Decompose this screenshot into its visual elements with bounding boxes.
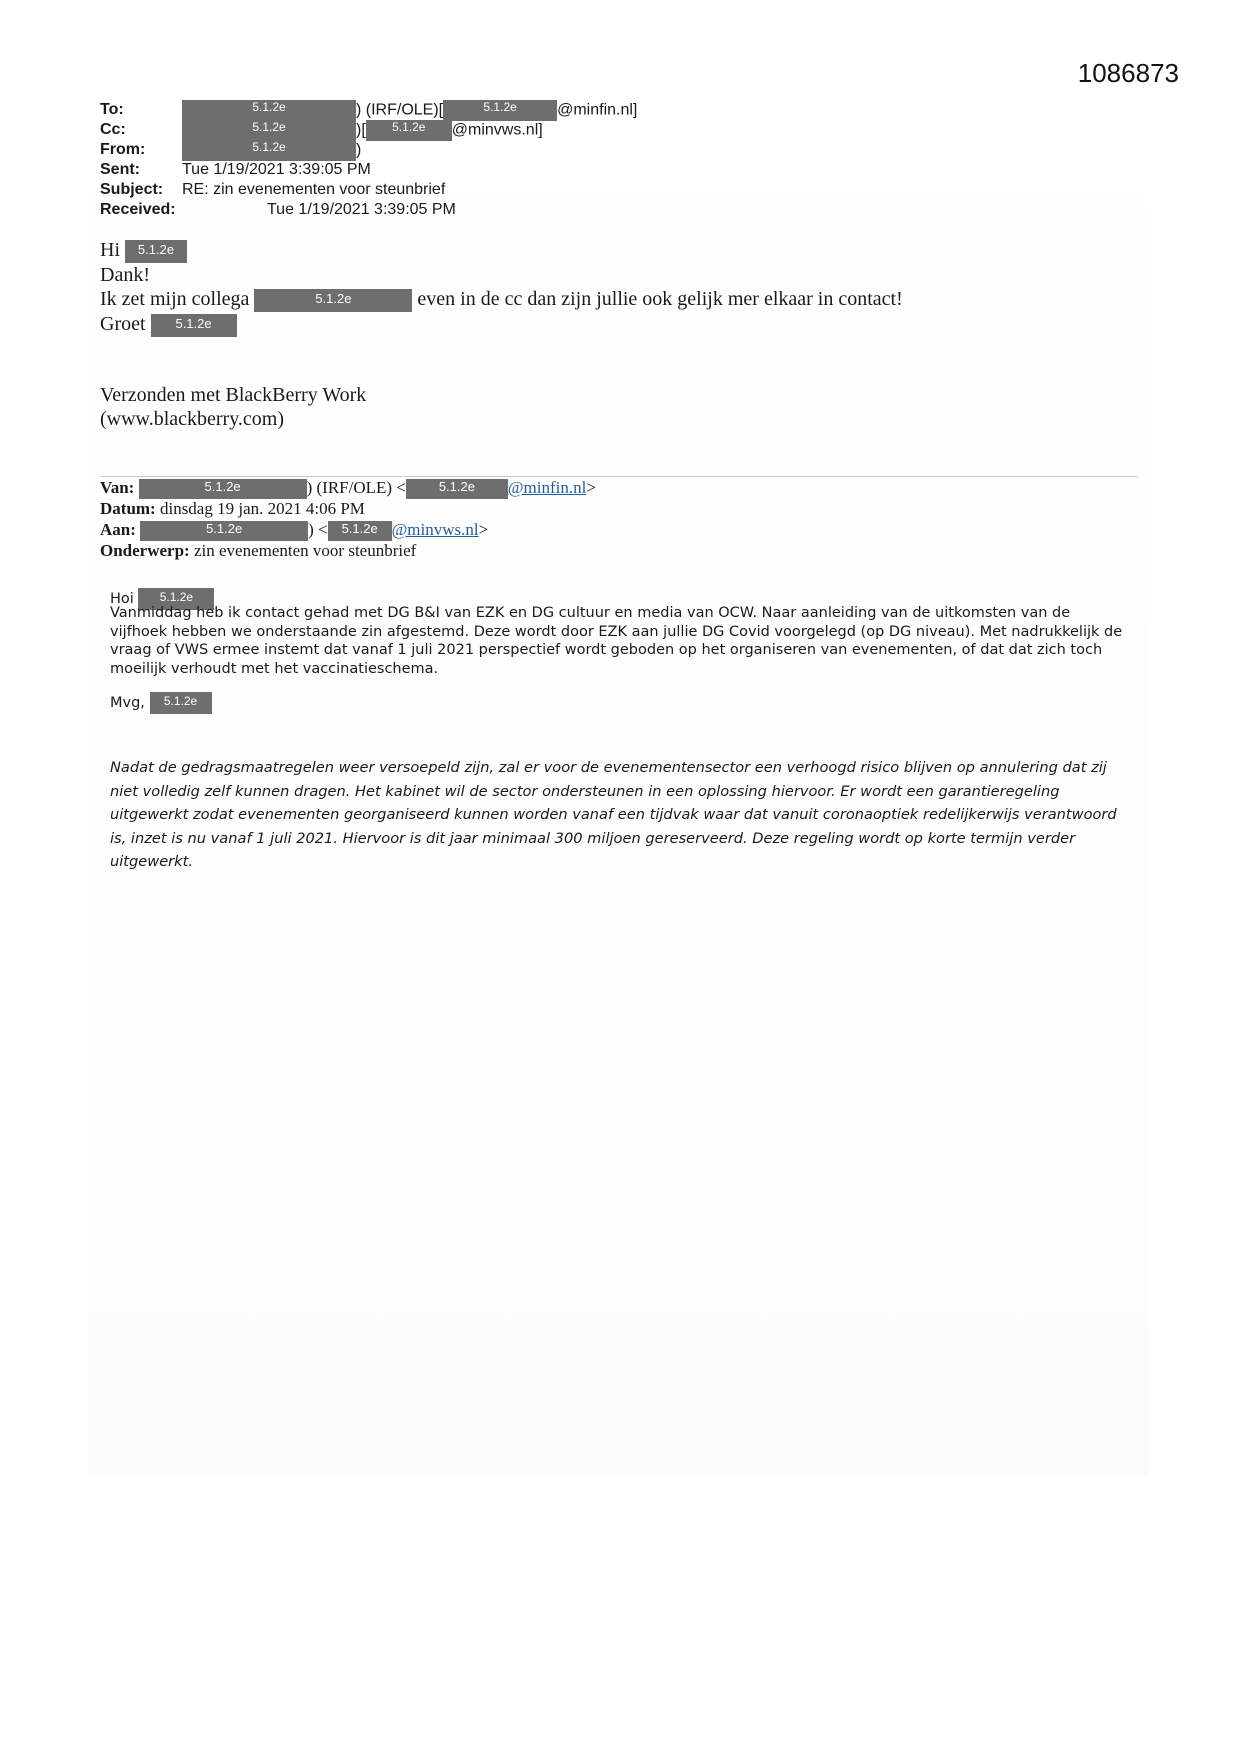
redaction-box: 5.1.2e [366, 120, 452, 141]
signature-link: (www.blackberry.com) [100, 408, 284, 430]
redaction-box: 5.1.2e [151, 314, 237, 337]
van-mid: ) (IRF/OLE) < [306, 478, 406, 497]
datum-label: Datum: [100, 499, 156, 519]
divider [100, 476, 1138, 477]
document-number: 1086873 [1077, 58, 1179, 88]
redaction-box: 5.1.2e [254, 289, 412, 312]
reply-message [100, 238, 903, 337]
received-value: Tue 1/19/2021 3:39:05 PM [267, 201, 456, 218]
redaction-box: 5.1.2e [125, 240, 187, 263]
quoted-sentence: Nadat de gedragsmaatregelen weer versoepeld zijn, zal er voor de evenementensector een verhoogd risico blijven op annulering dat zij niet volledig zelf kunnen dragen. Het kabinet wil de sector ondersteunen in een oplossing hiervoor. Er wordt een garantieregeling uitgewerkt zodat evenementen georganiseerd kunnen worden vanaf een tijdvak waar dat vanuit coronaoptiek redelijkerwijs verantwoord is, inzet is nu vanaf 1 juli 2021. Hiervoor is dit jaar minimaal 300 miljoen gereserveerd. Deze regeling wordt op korte termijn verder uitgewerkt. [110, 759, 1117, 870]
redaction-box: 5.1.2e [328, 521, 392, 541]
redaction-box: 5.1.2e [182, 100, 356, 121]
from-suffix: ) [356, 141, 362, 159]
subject-label: Subject: [100, 181, 164, 198]
cc-text: even in de cc dan zijn jullie ook gelijk mer elkaar in contact! [417, 287, 903, 310]
redaction-box: 5.1.2e [139, 479, 307, 499]
redaction-box: 5.1.2e [443, 100, 557, 121]
thanks-line: Dank! [100, 263, 150, 286]
aan-label: Aan: [100, 519, 136, 539]
onderwerp-label: Onderwerp: [100, 540, 190, 560]
to-suffix: ) (IRF/OLE)[ [356, 101, 444, 119]
message-body: Vanmiddag heb ik contact gehad met DG B&I van EZK en DG cultuur en media van OCW. Naar aanleiding van de uitkomsten van de vijfhoek hebben we onderstaande zin afgestemd. Deze wordt door EZK aan jullie DG Covid voorgelegd (op DG niveau). Met nadrukkelijk de vraag of VWS ermee instemt dat vanaf 1 juli 2021 perspectief wordt geboden op het organiseren van evenementen, of dat dat zich toch moeilijk verhoudt met het vaccinatieschema. [110, 605, 1123, 677]
to-label: To: [100, 101, 124, 118]
greeting: Hoi [110, 591, 134, 607]
aan-mid: ) < [308, 519, 328, 539]
to-domain: @minfin.nl] [557, 101, 638, 119]
redaction-box: 5.1.2e [150, 692, 212, 714]
sent-value: Tue 1/19/2021 3:39:05 PM [182, 161, 371, 178]
received-label: Received: [100, 201, 176, 218]
signature [100, 383, 366, 431]
subject-value: RE: zin evenementen voor steunbrief [182, 181, 446, 198]
signature-line: Verzonden met BlackBerry Work [100, 384, 367, 406]
redaction-box: 5.1.2e [182, 120, 356, 141]
redaction-box: 5.1.2e [182, 140, 356, 161]
redaction-box: 5.1.2e [140, 521, 308, 541]
original-message [110, 588, 1130, 714]
redaction-box: 5.1.2e [406, 479, 508, 499]
sent-label: Sent: [100, 161, 140, 178]
cc-domain: @minvws.nl] [451, 121, 543, 139]
greeting: Hi [100, 239, 120, 261]
closing: Mvg, [110, 695, 145, 711]
van-label: Van: [100, 478, 135, 497]
van-email-link[interactable]: @minfin.nl [507, 478, 587, 497]
from-label: From: [100, 141, 146, 158]
onderwerp-value: zin evenementen voor steunbrief [193, 540, 417, 560]
redaction-box: 5.1.2e [138, 588, 214, 610]
closing: Groet [100, 312, 146, 335]
cc-label: Cc: [100, 121, 126, 138]
aan-email-link[interactable]: @minvws.nl [391, 519, 479, 539]
colleague-text: Ik zet mijn collega [100, 287, 250, 310]
forwarded-header: Van: 5.1.2e ) (IRF/OLE) < 5.1.2e @minfin.nl> Datum: dinsdag 19 jan. 2021 4:06 PM Aan: 5.1.2e ) < 5.1.2e @minvws.nl> Onderwerp: zin evenementen voor steunbrief [100, 478, 596, 560]
datum-value: dinsdag 19 jan. 2021 4:06 PM [159, 499, 365, 519]
cc-suffix: )[ [356, 121, 366, 139]
